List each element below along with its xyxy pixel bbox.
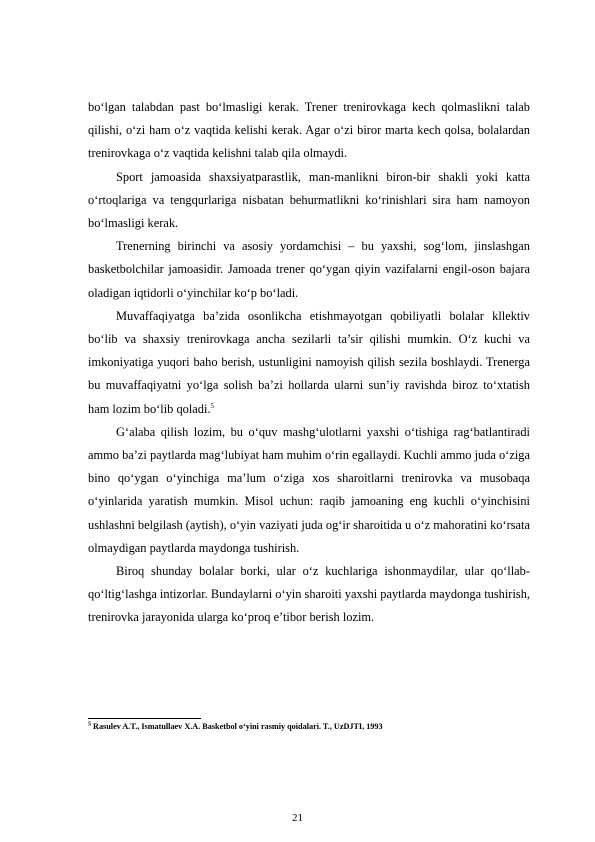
footnote [88,722,383,731]
paragraph-4 [88,305,530,421]
footnote-divider [88,718,201,719]
footnote-marker: 5 [88,721,91,728]
paragraph-1: bo‘lgan talabdan past bo‘lmasligi kerak. Trener trenirovkaga kech qolmaslikni talab qilishi, o‘zi ham o‘z vaqtida kelishi kerak. Agar o‘zi biror marta kech qolsa, bolalardan trenirovkaga o‘z vaqtida kelishni talab qila olmaydi. [88,100,530,161]
footnote-reference[interactable]: 5 [210,401,215,410]
paragraph-5: G‘alaba qilish lozim, bu o‘quv mashg‘ulotlarni yaxshi o‘tishiga rag‘batlantiradi ammo ba’zi paytlarda mag‘lubiyat ham muhim o‘rin egallaydi. Kuchli ammo juda o‘ziga bino qo‘ygan o‘yinchiga ma’lum o‘ziga xos sharoitlarni trenirovka va musobaqa o‘yinlarida yaratish mumkin. Misol uchun: raqib jamoaning eng kuchli o‘yinchisini ushlashni belgilash (aytish), o‘yin vaziyati juda og‘ir sharoitida u o‘z mahoratini ko‘rsata olmaydigan paytlarda maydonga tushirish. [88,424,530,555]
page-number: 21 [292,812,303,824]
paragraph-6: Biroq shunday bolalar borki, ular o‘z kuchlariga ishonmaydilar, ular qo‘llab-qo‘ltig‘lashga intizorlar. Bundaylarni o‘yin sharoiti yaxshi paytlarda maydonga tushirish, trenirovka jarayonida ularga ko‘proq e’tibor berish lozim. [88,564,530,625]
paragraph-2: Sport jamoasida shaxsiyatparastlik, man-manlikni biron-bir shakli yoki katta o‘rtoqlariga va tengqurlariga nisbatan behurmatlikni ko‘rinishlari sira ham namoyon bo‘lmasligi kerak. [88,169,530,231]
paragraph-4-text: Muvaffaqiyatga ba’zida osonlikcha etishmayotgan qobiliyatli bolalar kllektiv bo‘lib va shaxsiy trenirovkaga ancha sezilarli ta’sir qilishi mumkin. O‘z kuchi va imkoniyatiga yuqori baho berish, ustunligini namoyish qilish sezila boshlaydi. Trenerga bu muvaffaqiyatni yo‘lga solish ba’zi hollarda ularni sun’iy ravishda biroz to‘xtatish ham lozim bo‘lib qoladi. [88,308,530,416]
footnote-text: Rasulev A.T., Ismatullaev X.A. Basketbol o‘yini rasmiy qoidalari. T., UzDJTI, 1993 [93,722,383,731]
page-body [88,96,530,630]
paragraph-3: Trenerning birinchi va asosiy yordamchisi – bu yaxshi, sog‘lom, jinslashgan basketbolchilar jamoasidir. Jamoada trener qo‘ygan qiyin vazifalarni engil-oson bajara oladigan iqtidorli o‘yinchilar ko‘p bo‘ladi. [88,239,530,300]
